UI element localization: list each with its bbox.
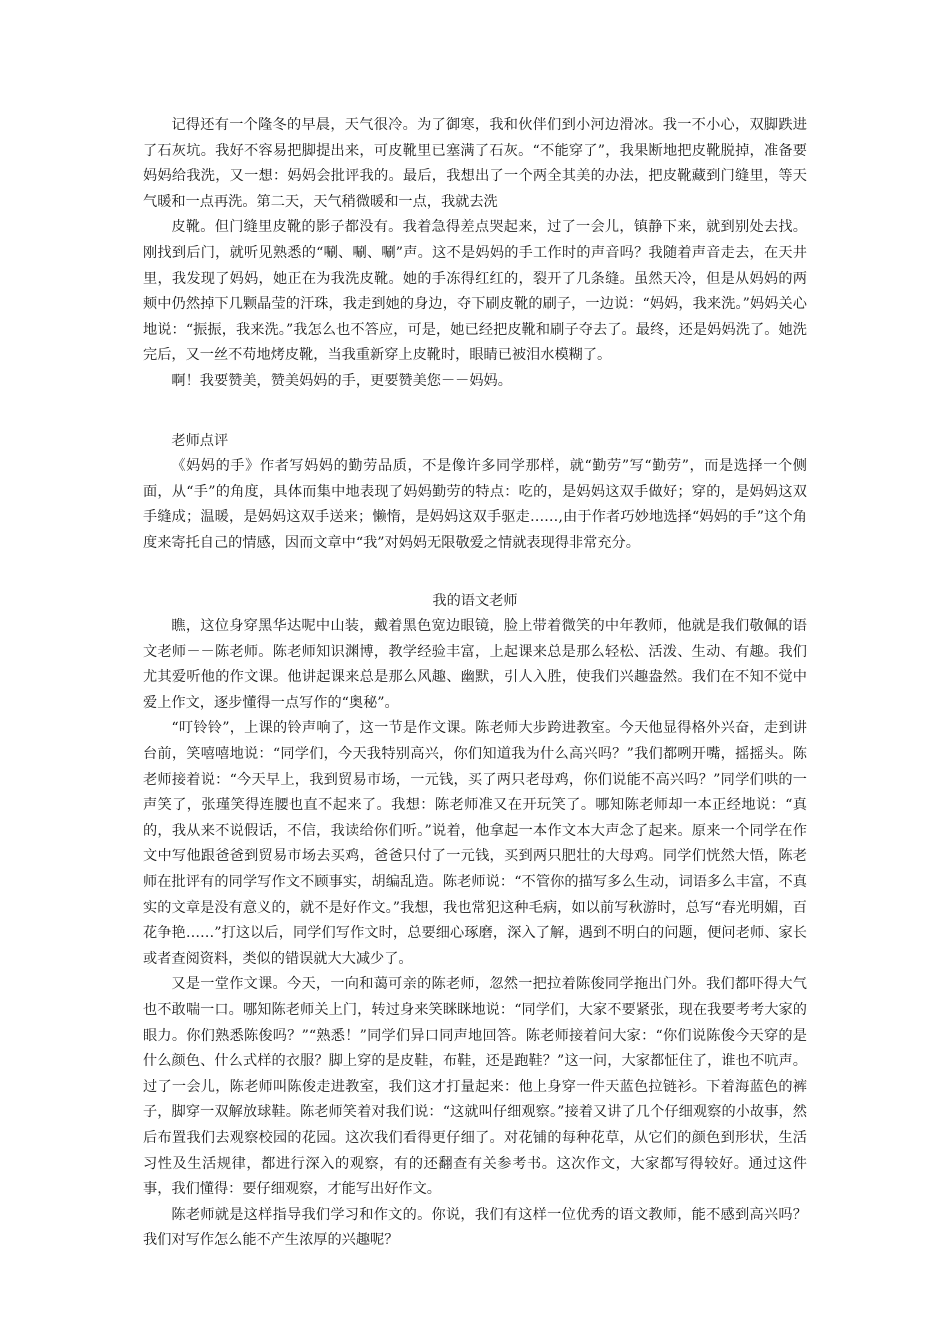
story2-title: 我的语文老师	[432, 592, 518, 609]
story2-paragraph-1: 瞧，这位身穿黑华达呢中山装，戴着黑色宽边眼镜，脸上带着微笑的中年教师，他就是我们敬佩的语文老师－－陈老师。陈老师知识渊博，教学经验丰富，上起课来总是那么轻松、活泼、生动、有趣。我们尤其爱听他的作文课。他讲起课来总是那么风趣、幽默，引人入胜，使我们兴趣盎然。我们在不知不觉中爱上作文，逐步懂得一点写作的“奥秘”。	[143, 618, 807, 711]
story1-paragraph-2: 皮靴。但门缝里皮靴的影子都没有。我着急得差点哭起来，过了一会儿，镇静下来，就到别处去找。刚找到后门，就听见熟悉的“唰、唰、唰”声。这不是妈妈的手工作时的声音吗？我随着声音走去，在天井里，我发现了妈妈，她正在为我洗皮靴。她的手冻得红红的，裂开了几条缝。虽然天冷，但是从妈妈的两颊中仍然掉下几颗晶莹的汗珠，我走到她的身边，夺下刷皮靴的刷子，一边说：“妈妈，我来洗。”妈妈关心地说：“振振，我来洗。”我怎么也不答应，可是，她已经把皮靴和刷子夺去了。最终，还是妈妈洗了。她洗完后，又一丝不苟地烤皮靴，当我重新穿上皮靴时，眼睛已被泪水模糊了。	[143, 219, 807, 364]
comment-paragraph: 《妈妈的手》作者写妈妈的勤劳品质，不是像许多同学那样，就“勤劳”写“勤劳”，而是选择一个侧面，从“手”的角度，具体而集中地表现了妈妈勤劳的特点：吃的，是妈妈这双手做好；穿的，是妈妈这双手缝成；温暖，是妈妈这双手送来；懒惰，是妈妈这双手驱走……,由于作者巧妙地选择“妈妈的手”这个角度来寄托自己的情感，因而文章中“我”对妈妈无限敬爱之情就表现得非常充分。	[143, 458, 807, 551]
story1-paragraph-3: 啊！我要赞美，赞美妈妈的手，更要赞美您－－妈妈。	[171, 372, 512, 389]
story2-paragraph-3: 又是一堂作文课。今天，一向和蔼可亲的陈老师，忽然一把拉着陈俊同学拖出门外。我们都吓得大气也不敢喘一口。哪知陈老师关上门，转过身来笑眯眯地说：“同学们，大家不要紧张，现在我要考考大家的眼力。你们熟悉陈俊吗？”“熟悉！”同学们异口同声地回答。陈老师接着问大家：“你们说陈俊今天穿的是什么颜色、什么式样的衣服？脚上穿的是皮鞋，布鞋，还是跑鞋？”这一问，大家都怔住了，谁也不吭声。过了一会儿，陈老师叫陈俊走进教室，我们这才打量起来：他上身穿一件天蓝色拉链衫。下着海蓝色的裤子，脚穿一双解放球鞋。陈老师笑着对我们说：“这就叫仔细观察。”接着又讲了几个仔细观察的小故事，然后布置我们去观察校园的花园。这次我们看得更仔细了。对花铺的每种花草，从它们的颜色到形状，生活习性及生活规律，都进行深入的观察，有的还翻查有关参考书。这次作文，大家都写得较好。通过这件事，我们懂得：要仔细观察，才能写出好作文。	[143, 976, 807, 1198]
comment-heading: 老师点评	[171, 432, 229, 449]
section-spacer	[143, 557, 807, 589]
story2-paragraph-4: 陈老师就是这样指导我们学习和作文的。你说，我们有这样一位优秀的语文教师，能不感到高兴吗？我们对写作怎么能不产生浓厚的兴趣呢？	[143, 1206, 807, 1249]
section-spacer	[143, 395, 807, 429]
story2-paragraph-2: “叮铃铃”，上课的铃声响了，这一节是作文课。陈老师大步跨进教室。今天他显得格外兴奋，走到讲台前，笑嘻嘻地说：“同学们，今天我特别高兴，你们知道我为什么高兴吗？”我们都咧开嘴，摇摇头。陈老师接着说：“今天早上，我到贸易市场，一元钱，买了两只老母鸡，你们说能不高兴吗？”同学们哄的一声笑了，张瑾笑得连腰也直不起来了。我想：陈老师准又在开玩笑了。哪知陈老师却一本正经地说：“真的，我从来不说假话，不信，我读给你们听。”说着，他拿起一本作文本大声念了起来。原来一个同学在作文中写他跟爸爸到贸易市场去买鸡，爸爸只付了一元钱，买到两只肥壮的大母鸡。同学们恍然大悟，陈老师在批评有的同学写作文不顾事实，胡编乱造。陈老师说：“不管你的描写多么生动，词语多么丰富，不真实的文章是没有意义的，就不是好作文。”我想，我也常犯这种毛病，如以前写秋游时，总写“春光明媚，百花争艳……”打这以后，同学们写作文时，总要细心琢磨，深入了解，遇到不明白的问题，便问老师、家长或者查阅资料，类似的错误就大大减少了。	[143, 720, 807, 967]
document-page	[143, 113, 807, 1254]
story1-paragraph-1: 记得还有一个隆冬的早晨，天气很冷。为了御寒，我和伙伴们到小河边滑冰。我一不小心，双脚跌进了石灰坑。我好不容易把脚提出来，可皮靴里已塞满了石灰。“不能穿了”，我果断地把皮靴脱掉，准备要妈妈给我洗，又一想：妈妈会批评我的。最后，我想出了一个两全其美的办法，把皮靴藏到门缝里，等天气暖和一点再洗。第二天，天气稍微暖和一点，我就去洗	[143, 117, 807, 210]
